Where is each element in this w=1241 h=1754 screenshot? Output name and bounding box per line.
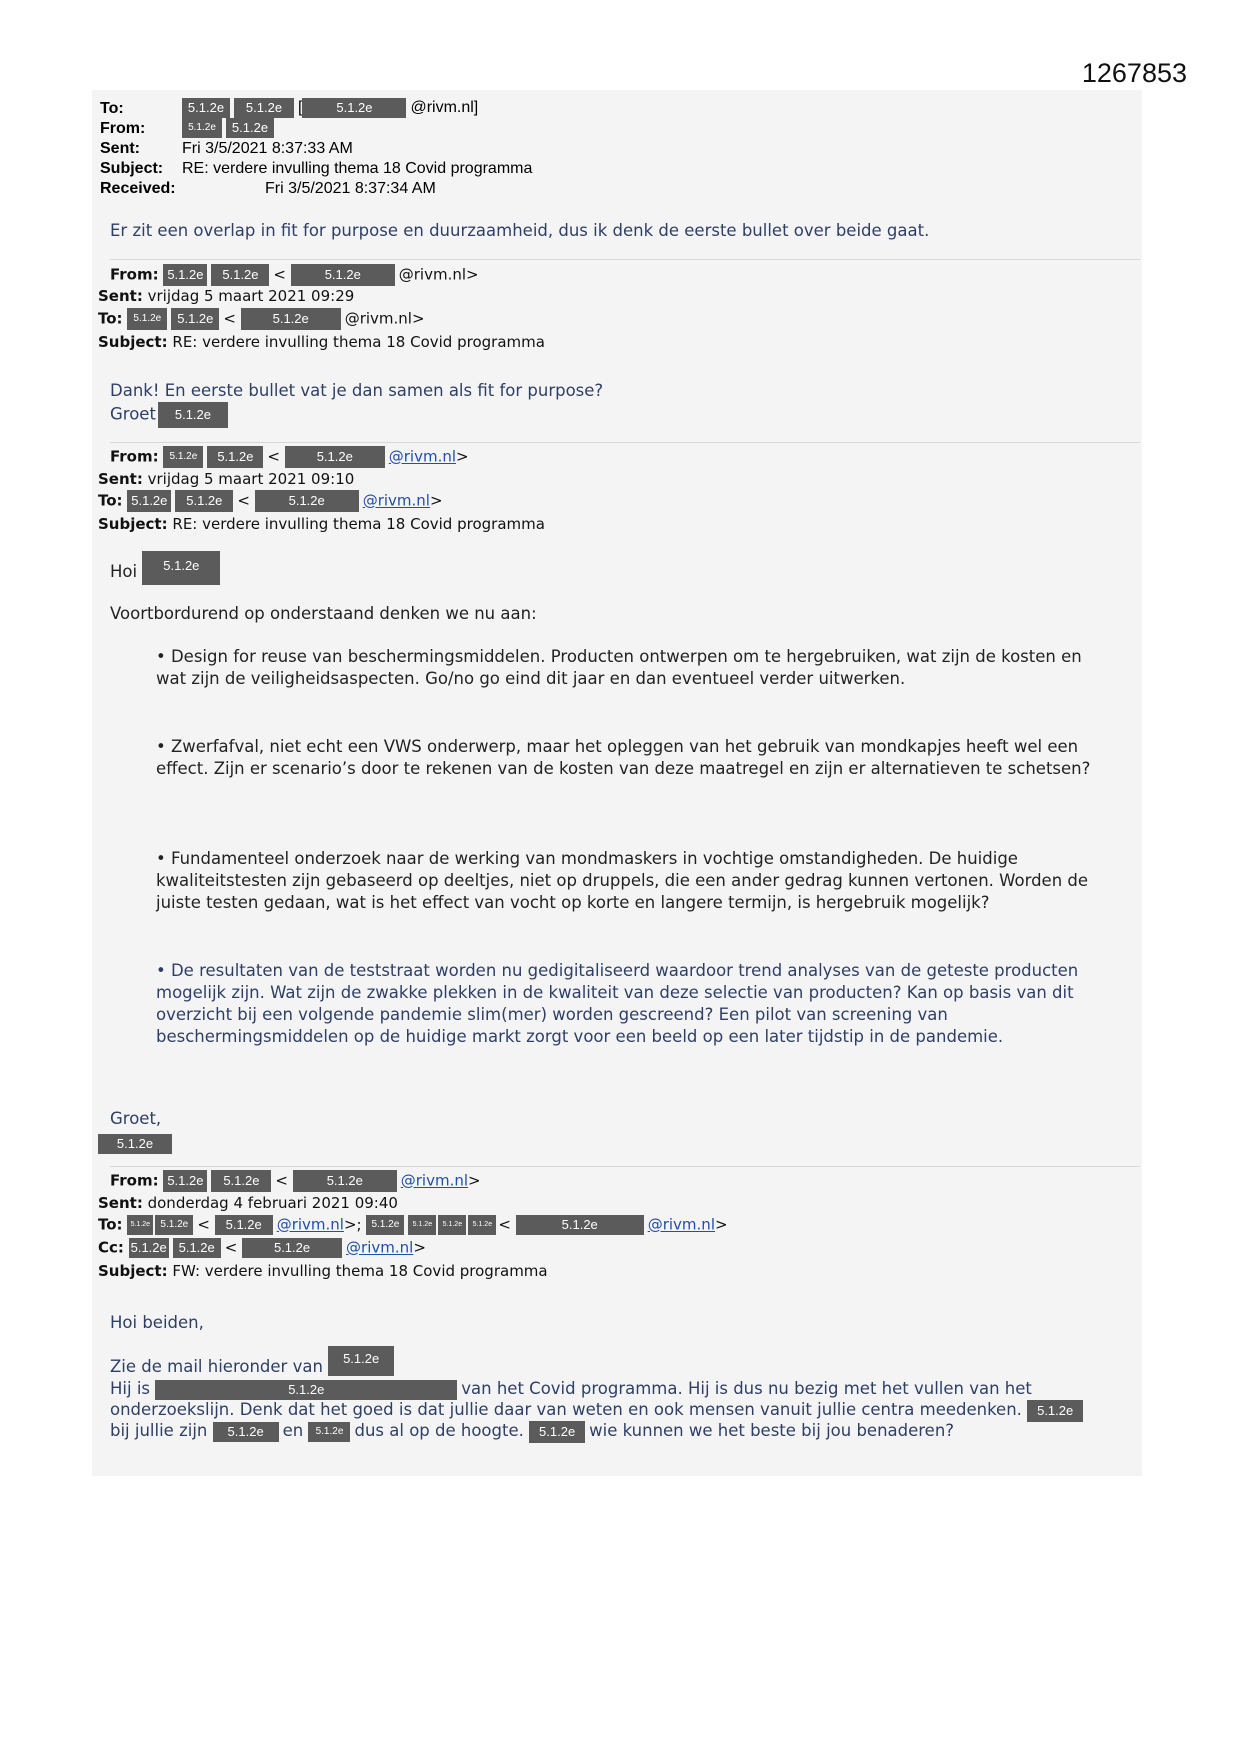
redaction: 5.1.2e	[1027, 1400, 1083, 1422]
msg2-to-row: To: 5.1.2e 5.1.2e < 5.1.2e @rivm.nl>	[98, 308, 425, 330]
msg4-hello: Hoi beiden,	[110, 1313, 204, 1332]
redaction: 5.1.2e	[155, 1380, 457, 1400]
redaction: 5.1.2e	[242, 1238, 342, 1258]
msg4-line3	[110, 1399, 1087, 1422]
bullet-item: • Zwerfafval, niet echt een VWS onderwerp, maar het opleggen van het gebruik van mondkapjes heeft wel een effect. Zijn er scenario’s door te rekenen van de kosten van deze maatregel en zijn er alternatieven te schetsen?	[156, 737, 1091, 778]
msg4-line2	[110, 1378, 1032, 1400]
msg3-closing: Groet,	[110, 1109, 162, 1128]
from-label: From:	[110, 447, 159, 466]
msg2-subject-row	[98, 333, 545, 351]
redaction: 5.1.2e	[213, 1422, 279, 1442]
sent-label: Sent:	[100, 140, 140, 157]
redaction: 5.1.2e	[173, 1238, 221, 1258]
cc-label: Cc:	[98, 1238, 124, 1257]
from-label: From:	[110, 265, 159, 284]
msg3-hello-row	[110, 551, 224, 585]
redaction: 5.1.2e	[328, 1346, 394, 1376]
subject-label: Subject:	[98, 1262, 168, 1280]
msg4-line4-a: bij jullie zijn	[110, 1421, 208, 1440]
redaction: 5.1.2e	[211, 1170, 271, 1192]
msg2-greeting-row	[110, 402, 232, 428]
from-label: From:	[110, 1171, 159, 1190]
msg4-subject-value: FW: verdere invulling thema 18 Covid programma	[172, 1262, 548, 1280]
msg4-line1-text: Zie de mail hieronder van	[110, 1357, 323, 1376]
redaction: 5.1.2e	[163, 264, 207, 286]
msg3-to-row: To: 5.1.2e 5.1.2e < 5.1.2e @rivm.nl>	[98, 490, 443, 512]
msg4-line3-text: onderzoekslijn. Denk dat het goed is dat jullie daar van weten en ook mensen vanuit jullie centra meedenken.	[110, 1400, 1022, 1419]
redaction: 5.1.2e	[98, 1134, 172, 1154]
redaction: 5.1.2e	[291, 264, 395, 286]
redaction: 5.1.2e	[285, 446, 385, 468]
to-label: To:	[98, 309, 123, 328]
outer-to-row	[100, 100, 124, 118]
msg4-sent-row	[98, 1194, 398, 1212]
msg3-to-link[interactable]: @rivm.nl	[362, 491, 430, 510]
redaction: 5.1.2e	[142, 551, 220, 585]
divider	[110, 442, 1140, 443]
sent-label: Sent:	[98, 470, 143, 488]
redaction: 5.1.2e	[241, 308, 341, 330]
msg3-hello: Hoi	[110, 562, 138, 581]
msg2-to-domain: @rivm.nl>	[344, 309, 425, 328]
msg2-from-domain: @rivm.nl>	[398, 265, 479, 284]
msg3-subject-row	[98, 515, 545, 533]
bullet-item: • Fundamenteel onderzoek naar de werking van mondmaskers in vochtige omstandigheden. De huidige kwaliteitstesten zijn gebaseerd op deeltjes, niet op druppels, die een ander gedrag kunnen vertonen. Worden de juiste testen gedaan, wat is het effect van vocht op korte en langere termijn, is hergebruik mogelijk?	[156, 849, 1089, 912]
bullet-item: • Design for reuse van beschermingsmiddelen. Producten ontwerpen om te hergebruiken, wat zijn de kosten en wat zijn de veiligheidsaspecten. Go/no go eind dit jaar en dan eventueel verder uitwerken.	[156, 647, 1082, 688]
msg2-body-line: Dank! En eerste bullet vat je dan samen als fit for purpose?	[110, 381, 604, 400]
msg4-sent-value: donderdag 4 februari 2021 09:40	[147, 1194, 398, 1212]
redaction: 5.1.2e	[155, 1215, 193, 1235]
outer-received-value: Fri 3/5/2021 8:37:34 AM	[265, 180, 436, 197]
outer-sent-row	[100, 140, 140, 158]
outer-sent-value: Fri 3/5/2021 8:37:33 AM	[182, 140, 353, 157]
redaction: 5.1.2e	[438, 1215, 466, 1235]
redaction: 5.1.2e	[293, 1170, 397, 1192]
msg3-signature	[98, 1133, 176, 1154]
msg2-sent-value: vrijdag 5 maart 2021 09:29	[147, 287, 355, 305]
redaction: 5.1.2e	[175, 490, 233, 512]
redaction: 5.1.2e	[366, 1215, 404, 1235]
subject-label: Subject:	[100, 160, 164, 177]
msg4-to-link1[interactable]: @rivm.nl	[276, 1215, 344, 1234]
msg4-line4	[110, 1420, 954, 1443]
msg4-line2-start: Hij is	[110, 1379, 151, 1398]
msg3-sent-row	[98, 470, 354, 488]
redaction: 5.1.2e	[171, 308, 219, 330]
msg4-line1	[110, 1346, 398, 1378]
redaction: 5.1.2e	[127, 490, 171, 512]
reply1-text: Er zit een overlap in fit for purpose en duurzaamheid, dus ik denk de eerste bullet over beide gaat.	[110, 221, 930, 240]
sent-label: Sent:	[98, 287, 143, 305]
redaction: 5.1.2e	[163, 446, 203, 468]
msg4-line4-b: en	[282, 1421, 304, 1440]
redaction: 5.1.2e	[127, 1215, 153, 1235]
redaction: 5.1.2e	[529, 1421, 585, 1443]
redaction: 5.1.2e	[215, 1215, 273, 1235]
outer-subject-value: RE: verdere invulling thema 18 Covid programma	[182, 160, 533, 177]
redaction: 5.1.2e	[182, 98, 230, 118]
redaction: 5.1.2e	[163, 1170, 207, 1192]
redaction: 5.1.2e	[211, 264, 269, 286]
redaction: 5.1.2e	[127, 308, 167, 330]
msg3-from-link[interactable]: @rivm.nl	[388, 447, 457, 466]
redaction: 5.1.2e	[158, 402, 228, 428]
msg2-subject-value: RE: verdere invulling thema 18 Covid programma	[172, 333, 545, 351]
msg3-subject-value: RE: verdere invulling thema 18 Covid programma	[172, 515, 545, 533]
msg4-from-link[interactable]: @rivm.nl	[400, 1171, 469, 1190]
redaction: 5.1.2e	[255, 490, 359, 512]
subject-label: Subject:	[98, 333, 168, 351]
redaction: 5.1.2e	[129, 1238, 169, 1258]
msg3-from-row: From: 5.1.2e 5.1.2e < 5.1.2e @rivm.nl>	[110, 446, 469, 468]
msg3-sent-value: vrijdag 5 maart 2021 09:10	[147, 470, 355, 488]
msg2-sent-row	[98, 287, 354, 305]
document-number: 1267853	[1081, 58, 1187, 88]
redaction: 5.1.2e	[308, 1422, 350, 1442]
msg4-cc-row: Cc: 5.1.2e 5.1.2e < 5.1.2e @rivm.nl>	[98, 1238, 426, 1257]
msg2-from-row: From: 5.1.2e 5.1.2e < 5.1.2e @rivm.nl>	[110, 264, 479, 286]
msg4-line2-end: van het Covid programma. Hij is dus nu bezig met het vullen van het	[461, 1379, 1032, 1398]
msg4-line4-c: dus al op de hoogte.	[354, 1421, 524, 1440]
redaction: 5.1.2e	[207, 446, 263, 468]
divider	[110, 1166, 1140, 1167]
outer-from-values	[182, 118, 278, 138]
msg4-cc-link[interactable]: @rivm.nl	[346, 1238, 414, 1257]
outer-received-row	[100, 180, 176, 198]
redaction: 5.1.2e	[226, 118, 274, 138]
msg4-to-row: To: 5.1.2e 5.1.2e < 5.1.2e @rivm.nl>; 5.1.2e 5.1.2e 5.1.2e 5.1.2e < 5.1.2e @rivm.nl>	[98, 1215, 728, 1234]
outer-from-row	[100, 120, 145, 138]
msg4-to-link2[interactable]: @rivm.nl	[647, 1215, 715, 1234]
outer-subject-row	[100, 160, 163, 178]
redaction: 5.1.2e	[468, 1215, 496, 1235]
outer-to-values: 5.1.2e 5.1.2e [ 5.1.2e @rivm.nl]	[182, 98, 478, 118]
received-label: Received:	[100, 180, 176, 197]
to-label: To:	[100, 100, 124, 117]
from-label: From:	[100, 120, 146, 137]
msg3-intro: Voortbordurend op onderstaand denken we nu aan:	[110, 604, 537, 623]
msg4-from-row: From: 5.1.2e 5.1.2e < 5.1.2e @rivm.nl>	[110, 1170, 481, 1192]
bullet-item: • De resultaten van de teststraat worden nu gedigitaliseerd waardoor trend analyses van de geteste producten mogelijk zijn. Wat zijn de zwakke plekken in de kwaliteit van deze selectie van producten? Kan op basis van dit overzicht bij een volgende pandemie slim(mer) worden gescreend? Een pilot van screening van beschermingsmiddelen op de huidige markt zorgt voor een beeld op een later tijdstip in de pandemie.	[156, 961, 1079, 1046]
to-label: To:	[98, 1215, 123, 1234]
sent-label: Sent:	[98, 1194, 143, 1212]
msg2-greeting: Groet	[110, 404, 156, 424]
outer-to-domain: @rivm.nl]	[410, 99, 479, 117]
redaction: 5.1.2e	[234, 98, 294, 118]
redaction: 5.1.2e	[182, 118, 222, 138]
subject-label: Subject:	[98, 515, 168, 533]
to-label: To:	[98, 491, 123, 510]
msg4-subject-row	[98, 1262, 548, 1280]
msg4-line4-d: wie kunnen we het beste bij jou benaderen?	[589, 1421, 955, 1440]
redaction: 5.1.2e	[302, 98, 406, 118]
redaction: 5.1.2e	[408, 1215, 436, 1235]
redaction: 5.1.2e	[516, 1215, 644, 1235]
divider	[110, 259, 1140, 260]
